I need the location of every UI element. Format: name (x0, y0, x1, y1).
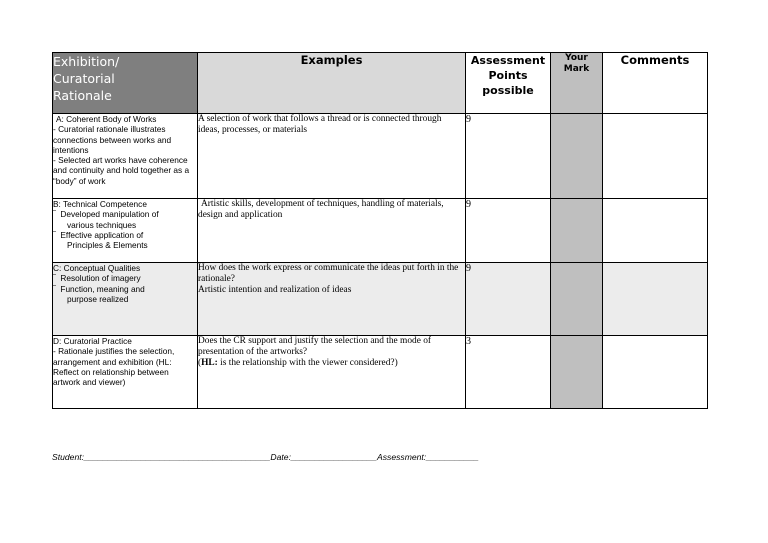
assessment-field[interactable]: Assessment:___________ (377, 452, 479, 462)
example-text: How does the work express or communicate the ideas put forth in the rationale? (198, 263, 459, 284)
your-mark-header (551, 53, 603, 114)
example-text: Artistic skills, development of techniques, handling of materials, design and application (198, 199, 444, 220)
criterion-name: D: Curatorial Practice (53, 336, 132, 346)
points-cell: 9 (466, 199, 551, 263)
criterion-detail-text: Developed manipulation of (60, 209, 159, 220)
criterion-detail: - Selected art works have coherence and continuity and hold together as a “body” of work (53, 155, 190, 186)
example-hl-label: HL: (201, 358, 218, 368)
table-row (53, 199, 708, 263)
criterion-cell (53, 114, 198, 199)
criterion-name: B: Technical Competence (53, 199, 147, 209)
criterion-detail: ‾ Resolution of imagery (53, 273, 141, 284)
your-mark-cell[interactable] (551, 336, 603, 409)
examples-header: Examples (198, 53, 466, 114)
criterion-detail: various techniques (67, 219, 137, 230)
date-field[interactable]: Date:__________________ (270, 452, 377, 462)
table-row (53, 336, 708, 409)
table-row (53, 114, 708, 199)
examples-cell (198, 336, 466, 409)
criterion-detail: - Rationale justifies the selection, arrangement and exhibition (HL: Reflect on relationship between artwork and viewer) (53, 346, 175, 388)
mark-header-line-2: Mark (563, 64, 590, 74)
criterion-detail-text: Function, meaning and (60, 283, 145, 294)
signature-footer (52, 452, 479, 462)
criterion-name: C: Conceptual Qualities (53, 263, 141, 273)
comments-header: Comments (603, 53, 708, 114)
points-cell: 9 (466, 263, 551, 336)
table-row (53, 263, 708, 336)
criterion-detail-text: Effective application of (60, 229, 144, 240)
criterion-detail: ‾ Effective application of (53, 229, 144, 240)
points-cell: 3 (466, 336, 551, 409)
your-mark-cell[interactable] (551, 199, 603, 263)
comments-cell[interactable] (603, 199, 708, 263)
examples-cell (198, 263, 466, 336)
examples-cell (198, 199, 466, 263)
comments-cell[interactable] (603, 114, 708, 199)
criterion-detail: ‾ Function, meaning and (53, 283, 145, 294)
criterion-cell (53, 336, 198, 409)
criterion-cell (53, 263, 198, 336)
mark-header-line-1: Your (565, 53, 588, 63)
example-text: A selection of work that follows a thread or is connected through ideas, processes, or materials (198, 114, 442, 135)
example-hl-text: is the relationship with the viewer considered?) (217, 358, 398, 368)
example-text: Artistic intention and realization of ideas (198, 285, 352, 295)
assessment-rubric-table (52, 52, 708, 409)
title-line-3: Rationale (53, 88, 112, 103)
header-row (53, 53, 708, 114)
criterion-detail: ‾ Developed manipulation of (53, 209, 159, 220)
title-line-2: Curatorial (53, 71, 115, 86)
criterion-detail: - Curatorial rationale illustrates connections between works and intentions (53, 124, 172, 155)
comments-cell[interactable] (603, 336, 708, 409)
student-field[interactable]: Student:_______________________________________ (52, 452, 271, 462)
example-text: Does the CR support and justify the selection and the mode of presentation of the artworks? (198, 336, 432, 357)
criterion-detail-text: Resolution of imagery (60, 273, 141, 284)
rubric-title (53, 53, 198, 114)
criterion-detail: Principles & Elements (67, 240, 148, 251)
points-header (466, 53, 551, 114)
criterion-cell (53, 199, 198, 263)
title-line-1: Exhibition/ (53, 54, 120, 69)
your-mark-cell[interactable] (551, 263, 603, 336)
points-header-line-3: possible (482, 84, 534, 97)
example-text: (HL: is the relationship with the viewer considered?) (198, 358, 398, 368)
criterion-name: A: Coherent Body of Works (56, 114, 157, 124)
examples-cell (198, 114, 466, 199)
your-mark-cell[interactable] (551, 114, 603, 199)
points-cell: 9 (466, 114, 551, 199)
points-header-line-2: Points (488, 69, 528, 82)
criterion-detail: purpose realized (67, 293, 129, 304)
comments-cell[interactable] (603, 263, 708, 336)
points-header-line-1: Assessment (470, 54, 546, 67)
